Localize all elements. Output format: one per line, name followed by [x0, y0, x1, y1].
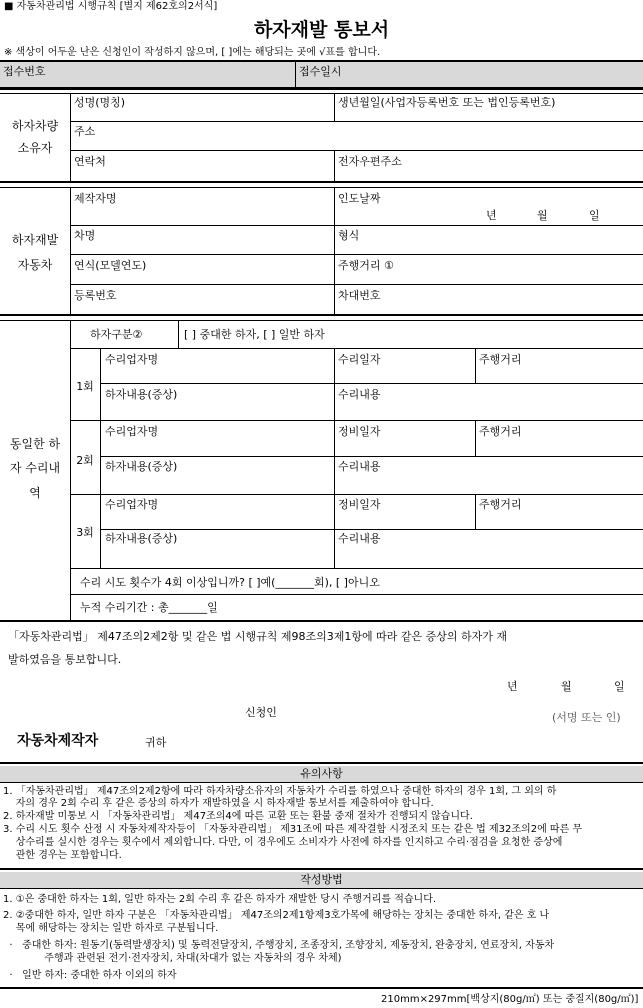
recipient-honorific: 귀하: [145, 736, 167, 749]
method-item-general: · 일반 하자: 중대한 하자 이외의 하자: [3, 970, 177, 981]
note-item-3: 3. 수리 시도 횟수 산정 시 자동차제작자등이 「자동차관리법」 제31조에 따른 제작결함 시정조치 또는 같은 법 제32조의2에 따른 무: [3, 824, 583, 835]
owner-address-label[interactable]: 주소: [74, 125, 96, 138]
owner-email-label[interactable]: 전자우편주소: [338, 155, 402, 168]
repair-section-label-1: 동일한 하: [9, 437, 61, 451]
maker-label[interactable]: 제작자명: [74, 192, 117, 205]
receipt-date-label: 접수일시: [299, 65, 342, 78]
note-item-3-cont: 상수리를 실시한 경우는 횟수에서 제외합니다. 다만, 이 경우에도 소비자가 사전에 하자를 인지하고 수리·점검을 요청한 증상에: [3, 837, 563, 848]
repair-attempts-question[interactable]: 수리 시도 횟수가 4회 이상입니까? [ ]예(_______회), [ ]아니오: [80, 576, 380, 589]
delivery-month: 월: [537, 209, 548, 222]
round-3-content-label[interactable]: 수리내용: [338, 532, 381, 545]
form-reference: ■ 자동차관리법 시행규칙 [별지 제62호의2서식]: [4, 1, 218, 12]
method-item-major: · 중대한 하자: 원동기(동력발생장치) 및 동력전달장치, 주행장치, 조종장치, 조향장치, 제동장치, 완충장치, 연료장치, 자동차: [3, 940, 555, 951]
owner-section-label-2: 소유자: [17, 141, 53, 155]
vehicle-section-label-2: 자동차: [17, 258, 53, 272]
signature-label[interactable]: (서명 또는 인): [552, 711, 621, 724]
recipient: 자동차제작자: [17, 733, 99, 749]
statement-line-2: 발하였음을 통보합니다.: [8, 653, 122, 666]
owner-phone-label[interactable]: 연락처: [74, 155, 106, 168]
round-1-date-label[interactable]: 수리일자: [338, 353, 381, 366]
round-2-date-label[interactable]: 정비일자: [338, 425, 381, 438]
paper-spec: 210mm×297mm[백상지(80g/㎡) 또는 중질지(80g/㎡)]: [381, 994, 639, 1005]
round-1-mileage-label[interactable]: 주행거리: [479, 353, 522, 366]
mileage-label[interactable]: 주행거리 ①: [338, 259, 394, 272]
vehicle-section-label-1: 하자재발: [11, 233, 59, 247]
note-item-3-cont-2: 관한 경우는 포함합니다.: [3, 850, 122, 861]
applicant-label[interactable]: 신청인: [245, 706, 277, 719]
repair-section-label-2: 자 수리내: [9, 461, 61, 475]
total-repair-period[interactable]: 누적 수리기간 : 총_______일: [80, 601, 218, 614]
round-3-label: 3회: [76, 526, 94, 539]
statement-year: 년: [507, 680, 518, 693]
receipt-number-label: 접수번호: [3, 65, 46, 78]
round-3-date-label[interactable]: 정비일자: [338, 498, 381, 511]
owner-section-label-1: 하자차량: [11, 119, 59, 133]
model-name-label[interactable]: 차명: [74, 229, 96, 242]
owner-birth-label[interactable]: 생년월일(사업자등록번호 또는 법인등록번호): [338, 96, 556, 109]
delivery-year: 년: [486, 209, 497, 222]
note-item-2: 2. 하자재발 미통보 시 「자동차관리법」 제47조의4에 따른 교환 또는 환불 중재 절차가 진행되지 않습니다.: [3, 811, 473, 822]
vehicle-type-label[interactable]: 형식: [338, 229, 360, 242]
method-item-1: 1. ①은 중대한 하자는 1회, 일반 하자는 2회 수리 후 같은 하자가 재발한 당시 주행거리를 적습니다.: [3, 894, 437, 905]
instruction-text: ※ 색상이 어두운 난은 신청인이 작성하지 않으며, [ ]에는 해당되는 곳에 √표를 합니다.: [4, 47, 381, 58]
round-2-content-label[interactable]: 수리내용: [338, 460, 381, 473]
statement-day: 일: [614, 680, 625, 693]
note-item-1-cont: 자의 경우 2회 수리 후 같은 증상의 하자가 재발하였을 시 하자재발 통보서를 제출하여야 합니다.: [3, 798, 434, 809]
round-3-mileage-label[interactable]: 주행거리: [479, 498, 522, 511]
method-item-major-cont: 주행과 관련된 전기·전자장치, 차대(차대가 없는 자동차의 경우 차체): [3, 953, 342, 964]
notes-title: 유의사항: [300, 767, 343, 780]
owner-name-label[interactable]: 성명(명칭): [74, 96, 126, 109]
statement-line-1: 「자동차관리법」 제47조의2제2항 및 같은 법 시행규칙 제98조의3제1항에 따라 같은 증상의 하자가 재: [8, 630, 507, 643]
defect-type-label: 하자구분②: [90, 328, 143, 341]
method-item-2-cont: 목에 해당하는 장치는 일반 하자로 구분됩니다.: [3, 923, 219, 934]
round-2-mileage-label[interactable]: 주행거리: [479, 425, 522, 438]
round-1-shop-label[interactable]: 수리업자명: [105, 353, 159, 366]
round-2-label: 2회: [76, 454, 94, 467]
note-item-1: 1. 「자동차관리법」 제47조의2제2항에 따라 하자차량소유자의 자동차가 수리를 하였으나 중대한 하자의 경우 1회, 그 외의 하: [3, 786, 557, 797]
round-2-defect-label[interactable]: 하자내용(증상): [105, 460, 178, 473]
page-title: 하자재발 통보서: [253, 19, 390, 41]
model-year-label[interactable]: 연식(모델연도): [74, 259, 147, 272]
repair-section-label-3: 역: [29, 486, 41, 500]
defect-type-options[interactable]: [ ] 중대한 하자, [ ] 일반 하자: [184, 328, 325, 341]
method-item-2: 2. ②중대한 하자, 일반 하자 구분은 「자동차관리법」 제47조의2제1항제3호가목에 해당하는 장치는 중대한 하자, 같은 호 나: [3, 910, 550, 921]
delivery-day: 일: [589, 209, 600, 222]
statement-month: 월: [561, 680, 572, 693]
delivery-date-label[interactable]: 인도날짜: [338, 192, 381, 205]
round-1-content-label[interactable]: 수리내용: [338, 388, 381, 401]
round-3-shop-label[interactable]: 수리업자명: [105, 498, 159, 511]
round-1-label: 1회: [76, 380, 94, 393]
round-2-shop-label[interactable]: 수리업자명: [105, 425, 159, 438]
registration-number-label[interactable]: 등록번호: [74, 289, 117, 302]
round-1-defect-label[interactable]: 하자내용(증상): [105, 388, 178, 401]
method-title: 작성방법: [300, 873, 343, 886]
vin-label[interactable]: 차대번호: [338, 289, 381, 302]
round-3-defect-label[interactable]: 하자내용(증상): [105, 532, 178, 545]
